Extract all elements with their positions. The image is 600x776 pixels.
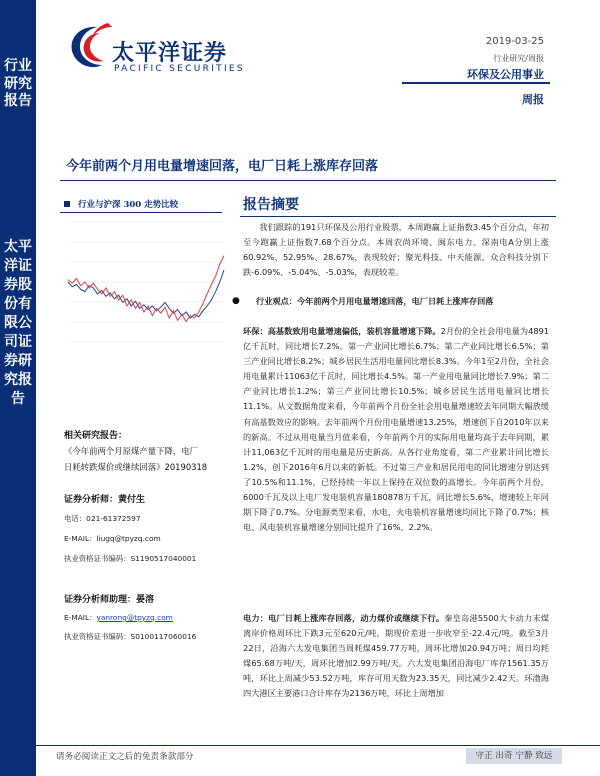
- industry-label: 环保及公用事业: [467, 68, 544, 81]
- report-date: 2019-03-25: [485, 36, 544, 47]
- industry-viewpoint: 行业观点：今年前两个月用电量增速回落，电厂日耗上涨库存回落: [256, 296, 494, 306]
- footer-motto: 守正 出奇 宁静 致远: [466, 748, 562, 764]
- environment-paragraph: [243, 324, 549, 606]
- environment-lead: 环保：高基数致用电量增速偏低，装机容量增速下降。: [243, 326, 441, 336]
- report-type-label: 周报: [522, 93, 544, 106]
- company-name-en: PACIFIC SECURITIES: [114, 64, 245, 74]
- chart-series: [68, 256, 224, 322]
- environment-text: 2月份的全社会用电量为4891亿千瓦时，同比增长7.2%。第一产业同比增长6.7%；第二产业同比增长6.5%；第三产业同比增长8.2%；城乡居民生活用电量同比增长8.3%。今年1至2月份，全社会用电量累计11063亿千瓦时，同比增长4.5%。第一产业用电量同比增长7.9%；第二产业同比增长1.2%；第三产业同比增长10.5%；城乡居民生活用电量同比增长11.1%。从文数据角度来看，今年前两个月份全社会用电量增速较去年同期大幅放缓有高基数效应的影响。去年前两个月份用电量增速13.25%，增速创下自2010年以来的新高。不过从用电量当月值来看，今年前两个月的实际用电量均高于去年同期，累计11,063亿千瓦时的用电量是历史新高。从各行业角度看，第二产业累计同比增长1.2%，创下2016年6月以来的新低。不过第三产业和居民用电的同比增速分别达到了10.5%和11.1%，已经持续一年以上保持在双位数的高增长。今年前两个月份，6000千瓦及以上电厂发电装机容量180878万千瓦，同比增长5.6%，增速较上年同期下降了0.7%。分电源类型来看，水电、火电装机容量增速均同比下降了0.7%；核电、风电装机容量增速分别同比提升了16%、2.2%。: [243, 326, 549, 533]
- performance-chart: [60, 214, 230, 354]
- company-name-cn: 太平洋证券: [112, 41, 228, 66]
- assistant-email-row: [64, 612, 173, 623]
- assistant-name: 证券分析师助理：晏溶: [64, 595, 155, 605]
- related-report-line[interactable]: 日耗转跌煤价或继续回落》20190318: [64, 462, 208, 472]
- analyst-name: 证券分析师：黄付生: [64, 495, 146, 505]
- summary-intro: 我们跟踪的191只环保及公用行业股票，本周跑赢上证指数3.45个百分点，年初至今跑赢上证指数7.68个百分点。本周农尚环境、闽东电力、深南电A分别上涨60.92%、52.95%、28.67%，表现较好；聚光科技、中天能源、众合科技分别下跌-6.09%、-5.04%、-5.03%，表现较差。: [243, 222, 549, 278]
- bullet-icon: ●: [232, 296, 240, 306]
- report-title: 今年前两个月用电量增速回落，电厂日耗上涨库存回落: [66, 159, 379, 174]
- vertical-label-company: 太平洋证券股份有限公司证券研究报告: [4, 239, 32, 407]
- related-report-line[interactable]: 《今年前两个月原煤产量下降，电厂: [64, 446, 198, 456]
- vertical-label-report-type: 行业研究报告: [4, 58, 32, 109]
- chart-marker-square: [64, 201, 70, 207]
- footer-divider: [36, 745, 600, 746]
- footer-disclaimer[interactable]: 请务必阅读正文之后的免责条款部分: [56, 752, 194, 762]
- assistant-email-link[interactable]: yanrong@tpyzq.com: [96, 613, 173, 622]
- assistant-email-label: E-MAIL：: [64, 613, 97, 622]
- power-text: 秦皇岛港5500大卡动力末煤离岸价格周环比下跌3元至620元/吨，期现价差进一步收窄至-22.4元/吨。截至3月22日，沿海六大发电集团当周耗煤459.77万吨，周环比增加20.94万吨；周日均耗煤65.68万吨/天，周环比增加2.99万吨/天。六大发电集团沿海电厂库存1561.35万吨，环比上周减少53.52万吨，库存可用天数为23.35天，同比减少2.42天。环渤海四大港区主要港口合计库存为2136万吨，环比上周增加: [243, 613, 549, 699]
- chart-series-line: [68, 270, 224, 318]
- assistant-license: 执业资格证书编码：S0100117060016: [64, 632, 197, 641]
- title-divider: [60, 180, 556, 181]
- chart-series-line: [68, 256, 224, 322]
- power-paragraph: [243, 611, 549, 739]
- report-category: 行业研究/周报: [493, 54, 544, 63]
- related-reports-title: 相关研究报告：: [64, 431, 128, 441]
- summary-heading: 报告摘要: [243, 197, 299, 213]
- analyst-phone: 电话：021-61372597: [64, 514, 141, 523]
- analyst-license: 执业资格证书编码：S1190517040001: [64, 554, 197, 563]
- summary-divider: [240, 216, 556, 217]
- left-side-band: [0, 0, 36, 776]
- chart-caption: 行业与沪深 300 走势比较: [78, 200, 179, 210]
- power-lead: 电力：电厂日耗上涨库存回落，动力煤价或继续下行。: [243, 613, 445, 623]
- header-divider: [402, 82, 550, 84]
- chart-grid: [68, 222, 224, 342]
- analyst-email[interactable]: E-MAIL：liugq@tpyzq.com: [64, 534, 161, 543]
